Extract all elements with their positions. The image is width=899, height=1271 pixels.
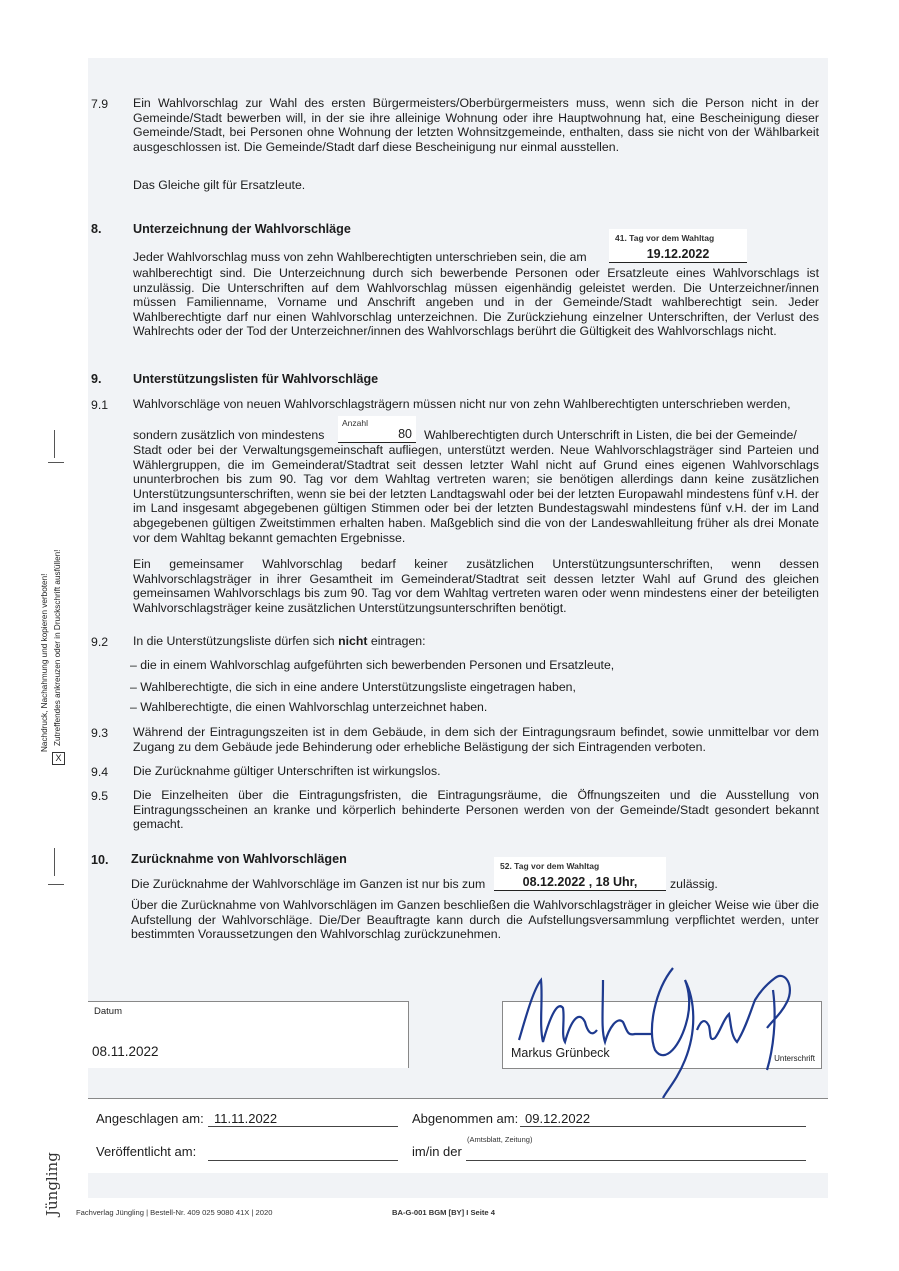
section-9-1-line2a: sondern zusätzlich von mindestens bbox=[133, 428, 325, 442]
section-7-9-text: Ein Wahlvorschlag zur Wahl des ersten Bürgermeisters/Oberbürgermeisters muss, wenn sich die Person nicht in der Gemeinde/Stadt bewerben will, in der sie ihre alleinige Wohnung oder ihre Hauptwohnung hat, eine Bescheinigung dieser Gemeinde/Stadt, bei Personen ohne Wohnung der letzten Wohnsitzgemeinde, enthalten, dass sie nicht von der Wählbarkeit ausgeschlossen ist. Die Gemeinde/Stadt darf diese Bescheinigung nur einmal ausstellen. bbox=[133, 96, 819, 154]
section-9-2-item-3: – Wahlberechtigte, die einen Wahlvorschlag unterzeichnet haben. bbox=[130, 700, 488, 714]
publisher-info: Fachverlag Jüngling | Bestell-Nr. 409 025 9080 41X | 2020 bbox=[76, 1208, 273, 1217]
fold-mark-top bbox=[48, 462, 64, 463]
veroeffentlicht-line[interactable] bbox=[208, 1160, 398, 1161]
date-41-label: 41. Tag vor dem Wahltag bbox=[615, 233, 715, 243]
section-9-1-line2b: Wahlberechtigten durch Unterschrift in Listen, die bei der Gemeinde/ bbox=[424, 428, 797, 442]
section-number-9-1: 9.1 bbox=[91, 398, 109, 412]
checkbox-icon[interactable]: X bbox=[52, 752, 65, 765]
datum-label: Datum bbox=[94, 1006, 122, 1017]
checkbox-instruction: Zutreffendes ankreuzen oder in Druckschrift ausfüllen! bbox=[53, 549, 62, 746]
anzahl-field[interactable] bbox=[338, 416, 416, 443]
handwritten-signature bbox=[505, 950, 815, 1100]
section-10-line1a: Die Zurücknahme der Wahlvorschläge im Ganzen ist nur bis zum bbox=[131, 877, 486, 891]
datum-value: 08.11.2022 bbox=[92, 1044, 159, 1059]
section-9-2-intro bbox=[133, 634, 426, 649]
section-number-9-2: 9.2 bbox=[91, 635, 109, 649]
unterschrift-label: Unterschrift bbox=[774, 1054, 815, 1063]
section-9-2-bold: nicht bbox=[338, 634, 368, 648]
abgenommen-value: 09.12.2022 bbox=[525, 1111, 591, 1126]
date-41-value: 19.12.2022 bbox=[646, 247, 710, 261]
margin-bar-bottom bbox=[54, 848, 55, 876]
section-9-1-line1: Wahlvorschläge von neuen Wahlvorschlagsträgern müssen nicht nur von zehn Wahlberechtigten unterschrieben werden, bbox=[133, 397, 791, 411]
section-number-9-4: 9.4 bbox=[91, 765, 109, 779]
section-number-9: 9. bbox=[91, 372, 102, 386]
section-10-line1b: zulässig. bbox=[670, 877, 718, 891]
section-9-5-text: Die Einzelheiten über die Eintragungsfristen, die Eintragungsräume, die Öffnungszeiten und die Ausstellung von Eintragungsscheinen an kranke und körperlich behinderte Personen werden von der Gemeinde/Stadt gesondert bekannt gemacht. bbox=[133, 788, 819, 832]
section-9-4-text: Die Zurücknahme gültiger Unterschriften ist wirkungslos. bbox=[133, 764, 441, 778]
section-number-9-5: 9.5 bbox=[91, 789, 109, 803]
section-9-3-text: Während der Eintragungszeiten ist in dem Gebäude, in dem sich der Eintragungsraum befindet, sowie unmittelbar vor dem Zugang zu dem Gebäude jede Behinderung oder erhebliche Belästigung der sich Eintragenden verboten. bbox=[133, 725, 819, 754]
date-52-field[interactable] bbox=[494, 857, 666, 891]
section-number-7-9: 7.9 bbox=[91, 97, 109, 111]
date-52-label: 52. Tag vor dem Wahltag bbox=[500, 861, 600, 871]
imin-label: im/in der bbox=[412, 1144, 462, 1159]
juengling-logo: Jüngling bbox=[43, 1152, 61, 1216]
section-9-2-item-2: – Wahlberechtigte, die sich in eine andere Unterstützungsliste eingetragen haben, bbox=[130, 680, 576, 694]
section-9-2-item-1: – die in einem Wahlvorschlag aufgeführten sich bewerbenden Personen und Ersatzleute, bbox=[130, 658, 615, 672]
section-8-title: Unterzeichnung der Wahlvorschläge bbox=[133, 222, 351, 236]
amtsblatt-label: (Amtsblatt, Zeitung) bbox=[467, 1135, 533, 1144]
publication-area bbox=[88, 1098, 828, 1173]
section-9-2-b: eintragen: bbox=[370, 634, 426, 648]
date-52-value: 08.12.2022 , 18 Uhr, bbox=[522, 875, 638, 889]
section-9-1-text: Stadt oder bei der Verwaltungsgemeinschaft aufliegen, unterstützt werden. Neue Wahlvorschlagsträger sind Parteien und Wählergruppen, die im Gemeinderat/Stadtrat seit dessen letzter Wahl nicht auf Grund eines eigenen Wahlvorschlags ununterbrochen bis zum 90. Tag vor dem Wahltag vertreten waren; sie benötigen allerdings dann keine zusätzlichen Unterstützungsunterschriften, wenn sie bei der letzten Landtagswahl oder bei der letzten Europawahl mindestens fünf v.H. der im Land insgesamt abgegebenen gültigen Stimmen oder bei der letzten Bundestagswahl mindestens fünf v.H. der im Land abgegebenen gültigen Zweitstimmen erhalten haben. Maßgeblich sind die von der Landeswahlleitung früher als drei Monate vor dem Wahltag bekannt gemachten Ergebnisse. bbox=[133, 443, 819, 545]
signer-name: Markus Grünbeck bbox=[511, 1046, 610, 1060]
section-7-9-extra: Das Gleiche gilt für Ersatzleute. bbox=[133, 178, 306, 192]
angeschlagen-value: 11.11.2022 bbox=[214, 1111, 278, 1126]
section-number-8: 8. bbox=[91, 222, 102, 236]
section-number-9-3: 9.3 bbox=[91, 726, 109, 740]
copyright-notice: Nachdruck, Nachahmung und kopieren verboten! bbox=[40, 573, 49, 752]
fold-mark-bottom bbox=[48, 884, 64, 885]
section-9-2-a: In die Unterstützungsliste dürfen sich bbox=[133, 634, 335, 648]
section-10-title: Zurücknahme von Wahlvorschlägen bbox=[131, 852, 347, 866]
datum-box[interactable] bbox=[88, 1001, 409, 1068]
section-8-text: wahlberechtigt sind. Die Unterzeichnung durch sich bewerbende Personen oder Ersatzleute eines Wahlvorschlags ist unzulässig. Die Unterschriften auf dem Wahlvorschlag müssen eigenhändig geleistet werden. Die Unterzeichner/innen müssen Familienname, Vorname und Anschrift angeben und in der Gemeinde/Stadt wahlberechtigt sein. Jeder Wahlberechtigte darf nur einen Wahlvorschlag unterzeichnen. Die Zurückziehung einzelner Unterschriften, der Verlust des Wahlrechts oder der Tod der Unterzeichner/innen des Wahlvorschlags berührt die Gültigkeit des Wahlvorschlags nicht. bbox=[133, 266, 819, 339]
angeschlagen-label: Angeschlagen am: bbox=[96, 1111, 204, 1126]
abgenommen-label: Abgenommen am: bbox=[412, 1111, 519, 1126]
imin-line[interactable] bbox=[466, 1160, 806, 1161]
veroeffentlicht-label: Veröffentlicht am: bbox=[96, 1144, 197, 1159]
section-9-title: Unterstützungslisten für Wahlvorschläge bbox=[133, 372, 379, 386]
section-9-1-text2: Ein gemeinsamer Wahlvorschlag bedarf keiner zusätzlichen Unterstützungsunterschriften, wenn dessen Wahlvorschlagsträger in ihrer Gesamtheit im Gemeinderat/Stadtrat seit dessen letzter Wahl auf Grund des gleichen gemeinsamen Wahlvorschlags bis zum 90. Tag vor dem Wahltag vertreten waren oder wenn mindestens einer der beteiligten Wahlvorschlagsträger keine zusätzlichen Unterstützungsunterschriften benötigt. bbox=[133, 557, 819, 615]
anzahl-value: 80 bbox=[398, 427, 412, 441]
margin-bar-top bbox=[54, 430, 55, 458]
date-41-field[interactable] bbox=[609, 229, 747, 263]
section-number-10: 10. bbox=[91, 853, 109, 867]
section-10-text: Über die Zurücknahme von Wahlvorschlägen im Ganzen beschließen die Wahlvorschlagsträger in gleicher Weise wie über die Aufstellung der Wahlvorschläge. Die/Der Beauftragte kann durch die Aufstellungsversammlung verpflichtet werden, unter bestimmten Voraussetzungen den Wahlvorschlag zurückzunehmen. bbox=[131, 898, 819, 942]
section-8-line1: Jeder Wahlvorschlag muss von zehn Wahlberechtigten unterschrieben sein, die am bbox=[133, 250, 587, 264]
form-id: BA-G-001 BGM [BY] I Seite 4 bbox=[392, 1208, 495, 1217]
anzahl-label: Anzahl bbox=[342, 418, 368, 428]
